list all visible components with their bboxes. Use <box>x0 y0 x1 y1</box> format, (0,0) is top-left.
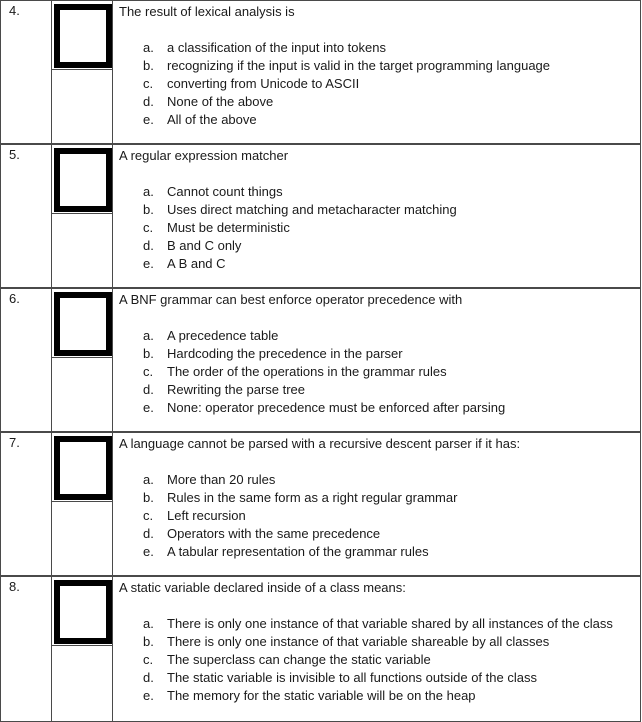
option-e[interactable]: e. None: operator precedence must be enforced after parsing <box>143 400 506 415</box>
cell-divider <box>52 357 112 358</box>
question-row-8 <box>0 576 641 722</box>
question-number: 7. <box>9 435 20 450</box>
option-c[interactable]: c. The order of the operations in the grammar rules <box>143 364 447 379</box>
option-b[interactable]: b. Uses direct matching and metacharacter matching <box>143 202 457 217</box>
option-d[interactable]: d. The static variable is invisible to all functions outside of the class <box>143 670 537 685</box>
option-c[interactable]: c. The superclass can change the static variable <box>143 652 431 667</box>
option-a[interactable]: a. a classification of the input into tokens <box>143 40 386 55</box>
option-b[interactable]: b. There is only one instance of that variable shareable by all classes <box>143 634 550 649</box>
question-row-4 <box>0 0 641 144</box>
option-c[interactable]: c. Must be deterministic <box>143 220 290 235</box>
option-c[interactable]: c. Left recursion <box>143 508 246 523</box>
option-list <box>143 327 505 417</box>
option-e[interactable]: e. A B and C <box>143 256 226 271</box>
option-a[interactable]: a. Cannot count things <box>143 184 283 199</box>
cell-divider <box>52 501 112 502</box>
answer-box[interactable] <box>54 4 112 68</box>
option-e[interactable]: e. A tabular representation of the grammar rules <box>143 544 429 559</box>
option-b[interactable]: b. Rules in the same form as a right regular grammar <box>143 490 458 505</box>
question-number: 8. <box>9 579 20 594</box>
option-e[interactable]: e. All of the above <box>143 112 257 127</box>
option-b[interactable]: b. recognizing if the input is valid in the target programming language <box>143 58 551 73</box>
answer-box[interactable] <box>54 148 112 212</box>
answer-box[interactable] <box>54 292 112 356</box>
question-prompt: A regular expression matcher <box>119 148 289 163</box>
question-number: 6. <box>9 291 20 306</box>
option-b[interactable]: b. Hardcoding the precedence in the parser <box>143 346 403 361</box>
question-prompt: A language cannot be parsed with a recursive descent parser if it has: <box>119 436 521 451</box>
answer-box[interactable] <box>54 580 112 644</box>
cell-divider <box>52 645 112 646</box>
question-row-6 <box>0 288 641 432</box>
option-a[interactable]: a. More than 20 rules <box>143 472 276 487</box>
question-prompt: A static variable declared inside of a class means: <box>119 580 406 595</box>
option-list <box>143 615 613 705</box>
option-c[interactable]: c. converting from Unicode to ASCII <box>143 76 360 91</box>
question-row-7 <box>0 432 641 576</box>
option-a[interactable]: a. There is only one instance of that variable shared by all instances of the class <box>143 616 613 631</box>
question-prompt: The result of lexical analysis is <box>119 4 295 19</box>
option-d[interactable]: d. B and C only <box>143 238 242 253</box>
option-d[interactable]: d. Rewriting the parse tree <box>143 382 306 397</box>
option-a[interactable]: a. A precedence table <box>143 328 279 343</box>
option-list <box>143 183 457 273</box>
cell-divider <box>52 213 112 214</box>
option-d[interactable]: d. None of the above <box>143 94 274 109</box>
option-list <box>143 39 550 129</box>
cell-divider <box>52 69 112 70</box>
question-number: 5. <box>9 147 20 162</box>
question-prompt: A BNF grammar can best enforce operator precedence with <box>119 292 463 307</box>
option-d[interactable]: d. Operators with the same precedence <box>143 526 381 541</box>
answer-box[interactable] <box>54 436 112 500</box>
question-number: 4. <box>9 3 20 18</box>
question-row-5 <box>0 144 641 288</box>
option-e[interactable]: e. The memory for the static variable will be on the heap <box>143 688 476 703</box>
option-list <box>143 471 457 561</box>
